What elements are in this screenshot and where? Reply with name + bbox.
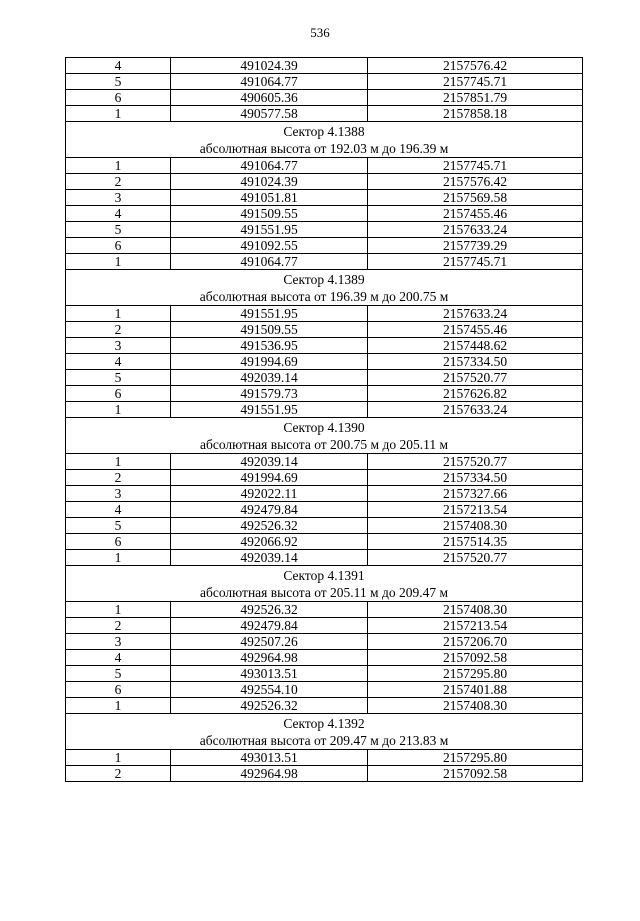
x-coordinate-cell: 492039.14 xyxy=(171,454,368,470)
sector-altitude-range: абсолютная высота от 196.39 м до 200.75 м xyxy=(199,288,449,304)
y-coordinate-cell: 2157334.50 xyxy=(368,470,583,486)
x-coordinate-cell: 491536.95 xyxy=(171,338,368,354)
sector-altitude-range: абсолютная высота от 205.11 м до 209.47 м xyxy=(199,584,448,600)
point-number-cell: 3 xyxy=(66,338,171,354)
table-row xyxy=(66,158,583,174)
point-number-cell: 6 xyxy=(66,534,171,550)
table-row xyxy=(66,322,583,338)
x-coordinate-cell: 491064.77 xyxy=(171,158,368,174)
y-coordinate-cell: 2157213.54 xyxy=(368,502,583,518)
table-row xyxy=(66,502,583,518)
y-coordinate-cell: 2157633.24 xyxy=(368,222,583,238)
y-coordinate-cell: 2157213.54 xyxy=(368,618,583,634)
y-coordinate-cell: 2157851.79 xyxy=(368,90,583,106)
point-number-cell: 6 xyxy=(66,90,171,106)
y-coordinate-cell: 2157092.58 xyxy=(368,650,583,666)
x-coordinate-cell: 491064.77 xyxy=(171,74,368,90)
y-coordinate-cell: 2157520.77 xyxy=(368,550,583,566)
sector-altitude-range: абсолютная высота от 192.03 м до 196.39 м xyxy=(199,140,449,156)
y-coordinate-cell: 2157327.66 xyxy=(368,486,583,502)
point-number-cell: 1 xyxy=(66,602,171,618)
sector-header xyxy=(66,566,583,602)
table-row xyxy=(66,750,583,766)
point-number-cell: 3 xyxy=(66,190,171,206)
point-number-cell: 6 xyxy=(66,386,171,402)
y-coordinate-cell: 2157455.46 xyxy=(368,206,583,222)
table-row xyxy=(66,470,583,486)
x-coordinate-cell: 492039.14 xyxy=(171,370,368,386)
point-number-cell: 6 xyxy=(66,682,171,698)
sector-header-row xyxy=(66,566,583,602)
sector-header-row xyxy=(66,122,583,158)
x-coordinate-cell: 491024.39 xyxy=(171,174,368,190)
sector-header xyxy=(66,714,583,750)
x-coordinate-cell: 490577.58 xyxy=(171,106,368,122)
table-row xyxy=(66,370,583,386)
point-number-cell: 1 xyxy=(66,106,171,122)
y-coordinate-cell: 2157858.18 xyxy=(368,106,583,122)
sector-title: Сектор 4.1389 xyxy=(283,271,365,287)
point-number-cell: 5 xyxy=(66,74,171,90)
table-row xyxy=(66,518,583,534)
point-number-cell: 1 xyxy=(66,306,171,322)
point-number-cell: 1 xyxy=(66,750,171,766)
point-number-cell: 1 xyxy=(66,158,171,174)
coordinates-table xyxy=(65,57,583,782)
y-coordinate-cell: 2157739.29 xyxy=(368,238,583,254)
x-coordinate-cell: 491994.69 xyxy=(171,354,368,370)
y-coordinate-cell: 2157295.80 xyxy=(368,750,583,766)
point-number-cell: 4 xyxy=(66,502,171,518)
table-row xyxy=(66,666,583,682)
y-coordinate-cell: 2157745.71 xyxy=(368,254,583,270)
x-coordinate-cell: 493013.51 xyxy=(171,750,368,766)
x-coordinate-cell: 492479.84 xyxy=(171,618,368,634)
x-coordinate-cell: 492526.32 xyxy=(171,518,368,534)
table-row xyxy=(66,190,583,206)
sector-header xyxy=(66,122,583,158)
sector-header-row xyxy=(66,270,583,306)
point-number-cell: 5 xyxy=(66,222,171,238)
x-coordinate-cell: 492526.32 xyxy=(171,698,368,714)
point-number-cell: 5 xyxy=(66,666,171,682)
point-number-cell: 2 xyxy=(66,322,171,338)
x-coordinate-cell: 492022.11 xyxy=(171,486,368,502)
table-row xyxy=(66,386,583,402)
x-coordinate-cell: 491551.95 xyxy=(171,402,368,418)
y-coordinate-cell: 2157401.88 xyxy=(368,682,583,698)
x-coordinate-cell: 492554.10 xyxy=(171,682,368,698)
y-coordinate-cell: 2157334.50 xyxy=(368,354,583,370)
x-coordinate-cell: 491092.55 xyxy=(171,238,368,254)
point-number-cell: 2 xyxy=(66,766,171,782)
y-coordinate-cell: 2157408.30 xyxy=(368,698,583,714)
table-row xyxy=(66,106,583,122)
table-row xyxy=(66,238,583,254)
table-row xyxy=(66,338,583,354)
x-coordinate-cell: 492526.32 xyxy=(171,602,368,618)
sector-title: Сектор 4.1390 xyxy=(283,419,365,435)
sector-title: Сектор 4.1388 xyxy=(283,123,365,139)
table-row xyxy=(66,254,583,270)
point-number-cell: 4 xyxy=(66,650,171,666)
table-row xyxy=(66,486,583,502)
table-row xyxy=(66,534,583,550)
point-number-cell: 2 xyxy=(66,470,171,486)
table-row xyxy=(66,650,583,666)
x-coordinate-cell: 492964.98 xyxy=(171,766,368,782)
point-number-cell: 1 xyxy=(66,254,171,270)
y-coordinate-cell: 2157626.82 xyxy=(368,386,583,402)
table-row xyxy=(66,206,583,222)
sector-altitude-range: абсолютная высота от 200.75 м до 205.11 м xyxy=(199,436,448,452)
x-coordinate-cell: 492039.14 xyxy=(171,550,368,566)
point-number-cell: 1 xyxy=(66,698,171,714)
point-number-cell: 3 xyxy=(66,634,171,650)
point-number-cell: 5 xyxy=(66,370,171,386)
y-coordinate-cell: 2157408.30 xyxy=(368,602,583,618)
table-row xyxy=(66,766,583,782)
y-coordinate-cell: 2157455.46 xyxy=(368,322,583,338)
y-coordinate-cell: 2157633.24 xyxy=(368,306,583,322)
x-coordinate-cell: 491579.73 xyxy=(171,386,368,402)
y-coordinate-cell: 2157520.77 xyxy=(368,370,583,386)
x-coordinate-cell: 491024.39 xyxy=(171,58,368,74)
x-coordinate-cell: 493013.51 xyxy=(171,666,368,682)
point-number-cell: 4 xyxy=(66,206,171,222)
table-row xyxy=(66,634,583,650)
table-row xyxy=(66,306,583,322)
y-coordinate-cell: 2157295.80 xyxy=(368,666,583,682)
point-number-cell: 1 xyxy=(66,402,171,418)
point-number-cell: 4 xyxy=(66,58,171,74)
table-row xyxy=(66,74,583,90)
sector-header xyxy=(66,270,583,306)
y-coordinate-cell: 2157092.58 xyxy=(368,766,583,782)
y-coordinate-cell: 2157206.70 xyxy=(368,634,583,650)
x-coordinate-cell: 490605.36 xyxy=(171,90,368,106)
x-coordinate-cell: 491551.95 xyxy=(171,306,368,322)
y-coordinate-cell: 2157408.30 xyxy=(368,518,583,534)
y-coordinate-cell: 2157514.35 xyxy=(368,534,583,550)
table-row xyxy=(66,58,583,74)
table-row xyxy=(66,698,583,714)
point-number-cell: 1 xyxy=(66,454,171,470)
sector-header xyxy=(66,418,583,454)
table-row xyxy=(66,354,583,370)
sector-header-row xyxy=(66,418,583,454)
x-coordinate-cell: 491051.81 xyxy=(171,190,368,206)
x-coordinate-cell: 491551.95 xyxy=(171,222,368,238)
table-row xyxy=(66,222,583,238)
x-coordinate-cell: 491509.55 xyxy=(171,322,368,338)
x-coordinate-cell: 491994.69 xyxy=(171,470,368,486)
table-row xyxy=(66,454,583,470)
x-coordinate-cell: 492507.26 xyxy=(171,634,368,650)
y-coordinate-cell: 2157576.42 xyxy=(368,174,583,190)
point-number-cell: 6 xyxy=(66,238,171,254)
y-coordinate-cell: 2157520.77 xyxy=(368,454,583,470)
sector-title: Сектор 4.1391 xyxy=(283,567,365,583)
x-coordinate-cell: 491064.77 xyxy=(171,254,368,270)
page-number: 536 xyxy=(310,25,330,40)
point-number-cell: 5 xyxy=(66,518,171,534)
sector-header-row xyxy=(66,714,583,750)
table-row xyxy=(66,174,583,190)
y-coordinate-cell: 2157576.42 xyxy=(368,58,583,74)
table-row xyxy=(66,618,583,634)
point-number-cell: 4 xyxy=(66,354,171,370)
y-coordinate-cell: 2157448.62 xyxy=(368,338,583,354)
x-coordinate-cell: 492479.84 xyxy=(171,502,368,518)
table-row xyxy=(66,550,583,566)
y-coordinate-cell: 2157745.71 xyxy=(368,158,583,174)
sector-altitude-range: абсолютная высота от 209.47 м до 213.83 м xyxy=(199,732,449,748)
table-row xyxy=(66,402,583,418)
y-coordinate-cell: 2157745.71 xyxy=(368,74,583,90)
y-coordinate-cell: 2157569.58 xyxy=(368,190,583,206)
point-number-cell: 1 xyxy=(66,550,171,566)
x-coordinate-cell: 491509.55 xyxy=(171,206,368,222)
point-number-cell: 3 xyxy=(66,486,171,502)
sector-title: Сектор 4.1392 xyxy=(283,715,365,731)
table-row xyxy=(66,602,583,618)
y-coordinate-cell: 2157633.24 xyxy=(368,402,583,418)
table-row xyxy=(66,90,583,106)
table-row xyxy=(66,682,583,698)
x-coordinate-cell: 492964.98 xyxy=(171,650,368,666)
point-number-cell: 2 xyxy=(66,618,171,634)
coordinates-table-body xyxy=(66,58,583,782)
x-coordinate-cell: 492066.92 xyxy=(171,534,368,550)
point-number-cell: 2 xyxy=(66,174,171,190)
